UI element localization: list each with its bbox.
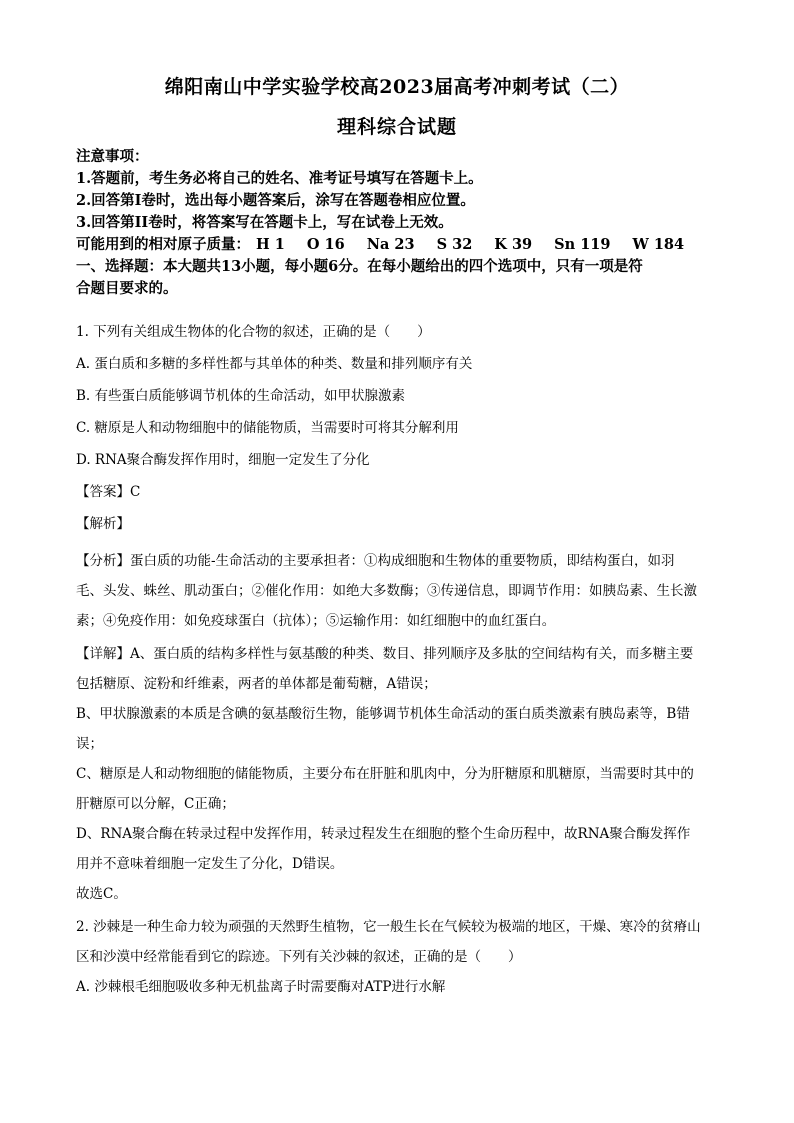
- exam-subtitle: 理科综合试题: [336, 116, 457, 138]
- detail-line: D、RNA聚合酶在转录过程中发挥作用，转录过程发生在细胞的整个生命历程中，故RNA聚合酶发挥作: [76, 826, 691, 842]
- notice-item: 3.回答第II卷时，将答案写在答题卡上，写在试卷上无效。: [76, 214, 453, 231]
- question-stem: 1. 下列有关组成生物体的化合物的叙述，正确的是（ ）: [76, 324, 431, 340]
- analysis-line: 【分析】蛋白质的功能-生命活动的主要承担者：①构成细胞和生物体的重要物质，即结构蛋白，如羽: [76, 553, 675, 569]
- atomic-mass: W 184: [632, 236, 685, 253]
- option-b: B. 有些蛋白质能够调节机体的生命活动，如甲状腺激素: [76, 388, 406, 404]
- detail-line: C、糖原是人和动物细胞的储能物质，主要分布在肝脏和肌肉中，分为肝糖原和肌糖原，当需要时其中的: [76, 766, 694, 782]
- question-2: [76, 912, 721, 1002]
- notice-item: 1.答题前，考生务必将自己的姓名、准考证号填写在答题卡上。: [76, 170, 483, 187]
- atomic-mass: S 32: [436, 236, 473, 253]
- option-c: C. 糖原是人和动物细胞中的储能物质，当需要时可将其分解利用: [76, 420, 459, 436]
- option-a: A. 蛋白质和多糖的多样性都与其单体的种类、数量和排列顺序有关: [76, 356, 473, 372]
- notice-heading: 注意事项：: [76, 148, 149, 165]
- section-heading-cont: 合题目要求的。: [76, 280, 178, 297]
- analysis-label: 【解析】: [76, 516, 130, 532]
- question-stem-cont: 区和沙漠中经常能看到它的踪迹。下列有关沙棘的叙述，正确的是（ ）: [76, 949, 522, 965]
- atomic-masses: [76, 234, 721, 256]
- atomic-mass: Na 23: [366, 236, 415, 253]
- atomic-mass: O 16: [306, 236, 345, 253]
- analysis-line: 毛、头发、蛛丝、肌动蛋白；②催化作用：如绝大多数酶；③传递信息，即调节作用：如胰岛素、生长激: [76, 583, 697, 599]
- detail-line: 用并不意味着细胞一定发生了分化，D错误。: [76, 856, 344, 872]
- exam-title: 绵阳南山中学实验学校高2023届高考冲刺考试（二）: [164, 76, 630, 98]
- detail-line: 【详解】A、蛋白质的结构多样性与氨基酸的种类、数目、排列顺序及多肽的空间结构有关，而多糖主要: [76, 646, 694, 662]
- detail-line: 包括糖原、淀粉和纤维素，两者的单体都是葡萄糖，A错误；: [76, 676, 437, 692]
- analysis-line: 素；④免疫作用：如免疫球蛋白（抗体）；⑤运输作用：如红细胞中的血红蛋白。: [76, 613, 556, 629]
- atomic-masses-label: 可能用到的相对原子质量：: [76, 236, 250, 253]
- atomic-mass: K 39: [494, 236, 533, 253]
- option-d: D. RNA聚合酶发挥作用时，细胞一定发生了分化: [76, 452, 370, 468]
- atomic-mass: H 1: [256, 236, 285, 253]
- question-1: [76, 322, 721, 909]
- detail-line: 肝糖原可以分解，C正确；: [76, 796, 235, 812]
- notice-section: [76, 146, 721, 300]
- option-a: A. 沙棘根毛细胞吸收多种无机盐离子时需要酶对ATP进行水解: [76, 979, 446, 995]
- atomic-mass: Sn 119: [554, 236, 611, 253]
- answer: 【答案】C: [76, 484, 141, 500]
- detail-line: 故选C。: [76, 886, 127, 902]
- notice-item: 2.回答第I卷时，选出每小题答案后，涂写在答题卷相应位置。: [76, 192, 475, 209]
- question-stem: 2. 沙棘是一种生命力较为顽强的天然野生植物，它一般生长在气候较为极端的地区，干燥、寒冷的贫瘠山: [76, 919, 701, 935]
- detail-line: 误；: [76, 736, 103, 752]
- detail-line: B、甲状腺激素的本质是含碘的氨基酸衍生物，能够调节机体生命活动的蛋白质类激素有胰岛素等，B错: [76, 706, 690, 722]
- section-heading: 一、选择题：本大题共13小题，每小题6分。在每小题给出的四个选项中，只有一项是符: [76, 258, 643, 275]
